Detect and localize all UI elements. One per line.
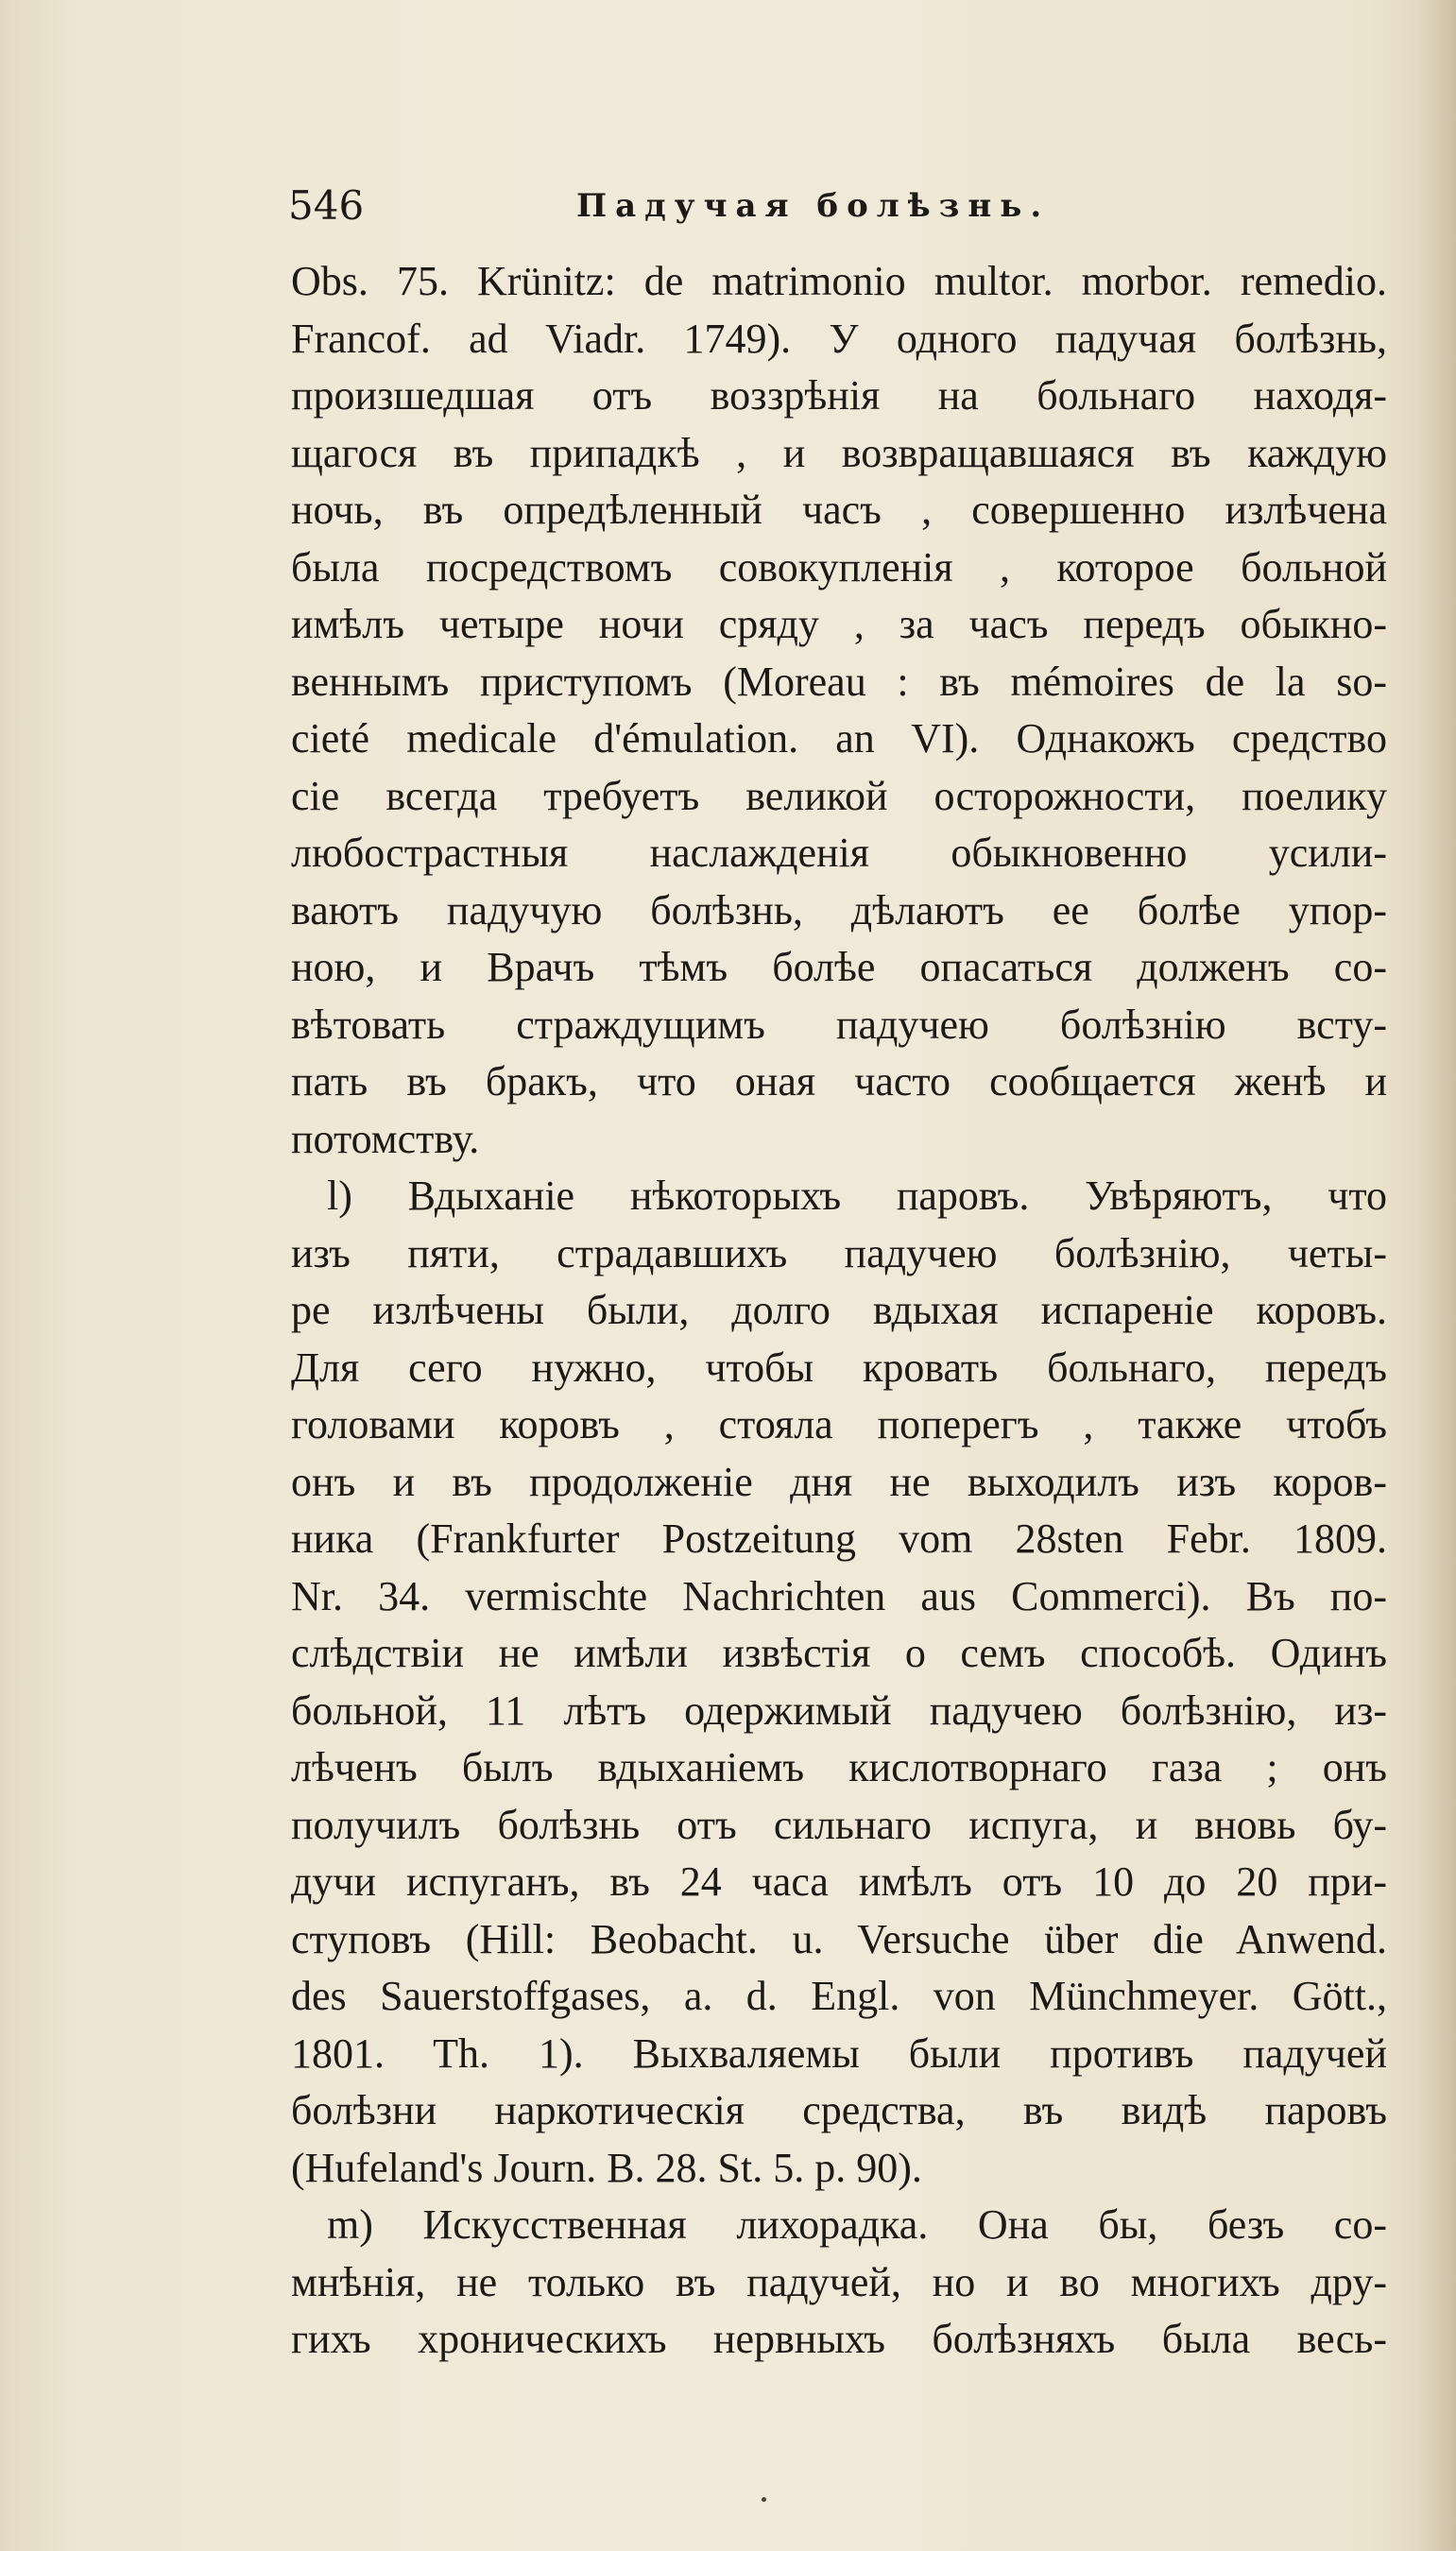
- text-line: была посредствомъ совокупленія , которое больной: [291, 543, 1387, 591]
- text-line: лѣченъ былъ вдыханіемъ кислотворнаго газа ; онъ: [291, 1744, 1387, 1790]
- text-line: 1801. Th. 1). Выхваляемы были противъ падучей: [291, 2029, 1387, 2077]
- text-line: m) Искусственная лихорадка. Она бы, безъ со-: [327, 2201, 1387, 2248]
- text-line: Для сего нужно, чтобы кровать больнаго, передъ: [291, 1344, 1387, 1391]
- text-line: ступовъ (Hill: Beobacht. u. Versuche über die Anwend.: [291, 1915, 1387, 1962]
- text-line: ночь, въ опредѣленный часъ , совершенно излѣчена: [291, 487, 1387, 533]
- text-line: изъ пяти, страдавшихъ падучею болѣзнію, четы-: [291, 1229, 1387, 1276]
- text-line: получилъ болѣзнь отъ сильнаго испуга, и вновь бу-: [291, 1801, 1387, 1848]
- running-head: Падучая болѣзнь.: [576, 187, 1051, 225]
- text-line: головами коровъ , стояла поперегъ , также чтобъ: [291, 1401, 1387, 1447]
- text-line: имѣлъ четыре ночи сряду , за часъ передъ обыкно-: [291, 601, 1387, 647]
- text-line: веннымъ приступомъ (Moreau : въ mémoires de la so-: [291, 658, 1387, 705]
- text-line: ре излѣчены были, долго вдыхая испареніе коровъ.: [291, 1287, 1387, 1333]
- text-line: потомству.: [291, 1115, 480, 1162]
- text-line: слѣдствіи не имѣли извѣстія о семъ способѣ. Одинъ: [291, 1630, 1387, 1676]
- text-line: пать въ бракъ, что оная часто сообщается женѣ и: [291, 1058, 1387, 1104]
- text-line: произшедшая отъ воззрѣнія на больнаго находя-: [291, 372, 1387, 419]
- text-line: любострастныя наслажденія обыкновенно усили-: [291, 830, 1387, 876]
- text-line: l) Вдыханіе нѣкоторыхъ паровъ. Увѣряютъ, что: [327, 1173, 1387, 1219]
- text-line: мнѣнія, не только въ падучей, но и во многихъ дру-: [291, 2258, 1387, 2305]
- text-line: сіе всегда требуетъ великой осторожности, поелику: [291, 772, 1387, 819]
- text-line: щагося въ припадкѣ , и возвращавшаяся въ каждую: [291, 429, 1387, 476]
- text-line: ника (Frankfurter Postzeitung vom 28sten Febr. 1809.: [291, 1515, 1387, 1562]
- print-speck: [762, 2497, 766, 2502]
- text-line: гихъ хроническихъ нервныхъ болѣзняхъ была весь-: [291, 2316, 1387, 2362]
- text-line: ною, и Врачъ тѣмъ болѣе опасаться долженъ со-: [291, 944, 1387, 990]
- text-line: ваютъ падучую болѣзнь, дѣлаютъ ее болѣе упор-: [291, 886, 1387, 933]
- text-line: Obs. 75. Krünitz: de matrimonio multor. morbor. remedio.: [291, 258, 1387, 304]
- text-line: больной, 11 лѣтъ одержимый падучею болѣзнію, из-: [291, 1686, 1387, 1734]
- page-edge-shadow: [1418, 0, 1456, 2551]
- text-line: Nr. 34. vermischte Nachrichten aus Commerci). Въ по-: [291, 1572, 1387, 1619]
- text-line: дучи испуганъ, въ 24 часа имѣлъ отъ 10 до 20 при-: [291, 1858, 1387, 1905]
- text-line: des Sauerstoffgases, a. d. Engl. von Münchmeyer. Gött.,: [291, 1973, 1387, 2019]
- text-line: онъ и въ продолженіе дня не выходилъ изъ коров-: [291, 1458, 1387, 1505]
- text-line: вѣтовать страждущимъ падучею болѣзнію всту-: [291, 1001, 1387, 1048]
- body-text: [291, 253, 1387, 2369]
- page-header: [288, 178, 1120, 234]
- text-line: cieté medicale d'émulation. an VI). Однакожъ средство: [291, 715, 1387, 762]
- text-line: болѣзни наркотическія средства, въ видѣ паровъ: [291, 2087, 1387, 2133]
- page-number: 546: [288, 182, 365, 229]
- text-line: Francof. ad Viadr. 1749). У одного падучая болѣзнь,: [291, 315, 1387, 362]
- text-line: (Hufeland's Journ. B. 28. St. 5. p. 90).: [291, 2144, 922, 2191]
